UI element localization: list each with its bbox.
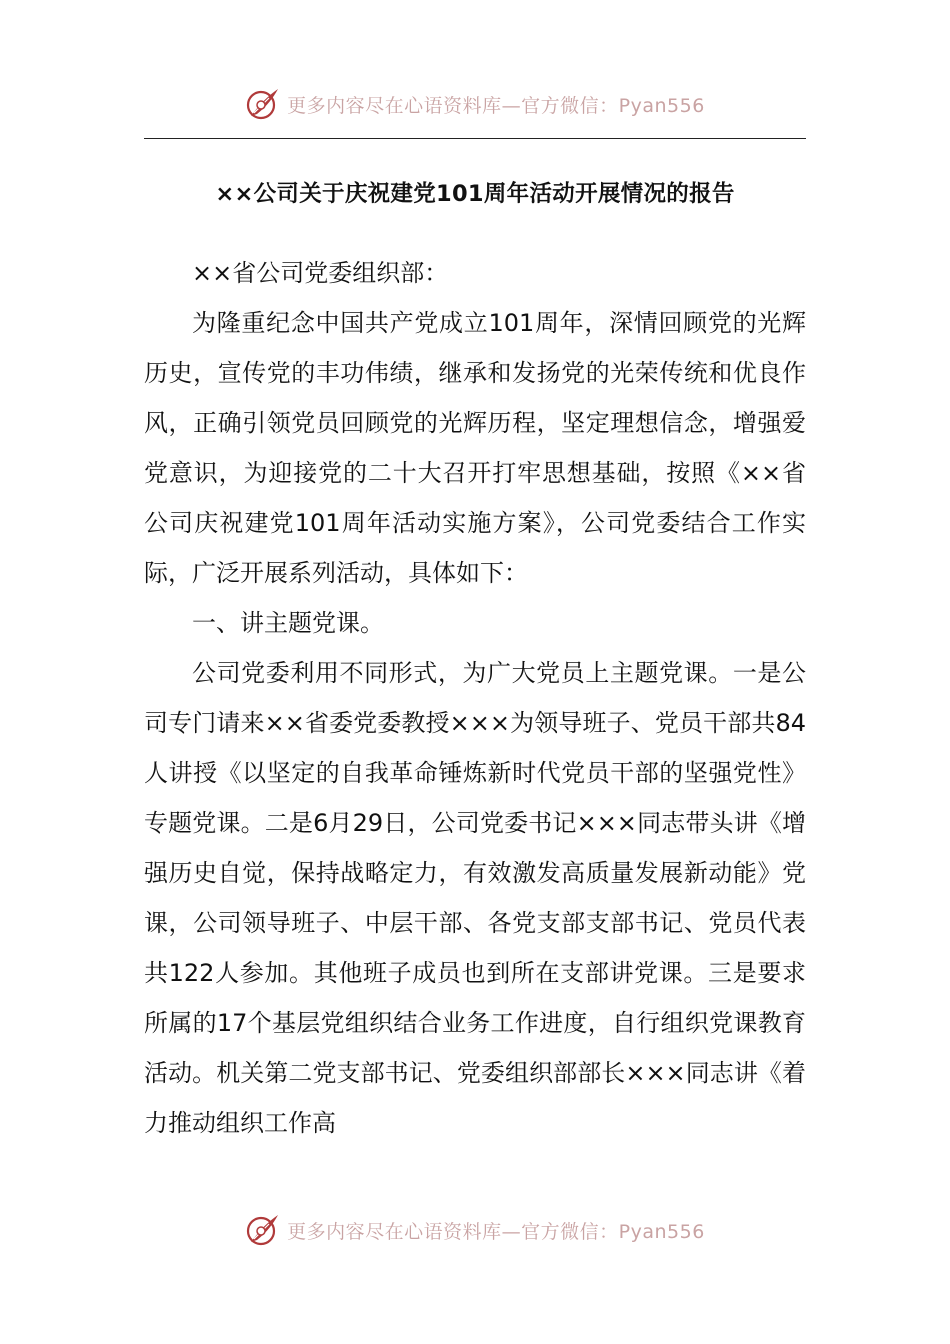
header-divider xyxy=(144,138,806,139)
banner-text xyxy=(287,91,705,118)
banner-slogan: 更多内容尽在心语资料库—官方微信： xyxy=(287,1220,619,1243)
section-heading: 一、讲主题党课。 xyxy=(192,609,384,637)
quill-logo-icon xyxy=(245,86,281,122)
banner-slogan: 更多内容尽在心语资料库—官方微信： xyxy=(287,94,619,117)
paragraph-intro: 为隆重纪念中国共产党成立101周年，深情回顾党的光辉历史，宣传党的丰功伟绩，继承和发扬党的光荣传统和优良作风，正确引领党员回顾党的光辉历程，坚定理想信念，增强爱党意识，为迎接党的二十大召开打牢思想基础，按照《××省公司庆祝建党101周年活动实施方案》，公司党委结合工作实际，广泛开展系列活动，具体如下： xyxy=(144,309,806,587)
footer-banner xyxy=(0,1208,950,1252)
quill-logo-icon xyxy=(245,1212,281,1248)
salutation: ××省公司党委组织部： xyxy=(192,259,449,287)
document-title: ××公司关于庆祝建党101周年活动开展情况的报告 xyxy=(215,181,735,207)
document-body xyxy=(144,248,806,1148)
wechat-id: Pyan556 xyxy=(618,94,705,117)
banner-text xyxy=(287,1217,705,1244)
paragraph-section-1: 公司党委利用不同形式，为广大党员上主题党课。一是公司专门请来××省委党委教授×××为领导班子、党员干部共84人讲授《以坚定的自我革命锤炼新时代党员干部的坚强党性》专题党课。二是6月29日，公司党委书记×××同志带头讲《增强历史自觉，保持战略定力，有效激发高质量发展新动能》党课，公司领导班子、中层干部、各党支部支部书记、党员代表共122人参加。其他班子成员也到所在支部讲党课。三是要求所属的17个基层党组织结合业务工作进度，自行组织党课教育活动。机关第二党支部书记、党委组织部部长×××同志讲《着力推动组织工作高 xyxy=(144,659,806,1137)
wechat-id: Pyan556 xyxy=(618,1220,705,1243)
header-banner xyxy=(0,82,950,126)
